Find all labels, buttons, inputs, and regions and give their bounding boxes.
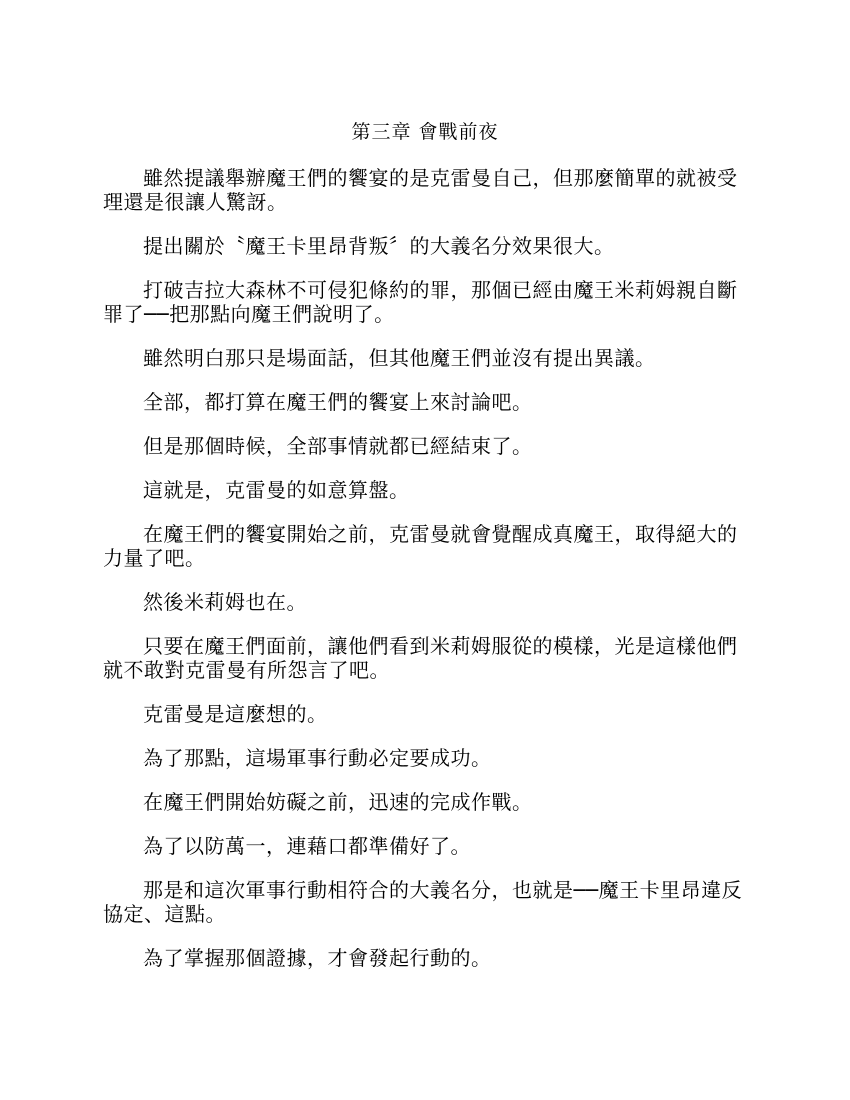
paragraph: 只要在魔王們面前，讓他們看到米莉姆服從的模樣，光是這樣他們就不敢對克雷曼有所怨言了吧。 bbox=[103, 634, 738, 682]
paragraph: 在魔王們開始妨礙之前，迅速的完成作戰。 bbox=[143, 790, 533, 814]
paragraph: 雖然提議舉辦魔王們的饗宴的是克雷曼自己，但那麼簡單的就被受理還是很讓人驚訝。 bbox=[103, 166, 738, 214]
paragraph: 為了那點，這場軍事行動必定要成功。 bbox=[143, 746, 492, 770]
paragraph: 那是和這次軍事行動相符合的大義名分，也就是──魔王卡里昂違反協定、這點。 bbox=[103, 878, 743, 926]
paragraph: 在魔王們的饗宴開始之前，克雷曼就會覺醒成真魔王，取得絕大的力量了吧。 bbox=[103, 522, 738, 570]
paragraph: 全部，都打算在魔王們的饗宴上來討論吧。 bbox=[143, 390, 533, 414]
paragraph: 然後米莉姆也在。 bbox=[143, 590, 307, 614]
paragraph: 克雷曼是這麼想的。 bbox=[143, 702, 328, 726]
paragraph: 但是那個時候，全部事情就都已經結束了。 bbox=[143, 434, 533, 458]
paragraph: 提出關於〝魔王卡里昂背叛〞的大義名分效果很大。 bbox=[143, 234, 615, 258]
chapter-title: 第三章 會戰前夜 bbox=[351, 121, 499, 143]
paragraph: 雖然明白那只是場面話，但其他魔王們並沒有提出異議。 bbox=[143, 346, 656, 370]
paragraph: 打破吉拉大森林不可侵犯條約的罪，那個已經由魔王米莉姆親自斷罪了──把那點向魔王們說明了。 bbox=[103, 278, 738, 326]
paragraph: 這就是，克雷曼的如意算盤。 bbox=[143, 478, 410, 502]
paragraph: 為了掌握那個證據，才會發起行動的。 bbox=[143, 946, 492, 970]
body-text bbox=[103, 166, 753, 990]
paragraph: 為了以防萬一，連藉口都準備好了。 bbox=[143, 834, 471, 858]
